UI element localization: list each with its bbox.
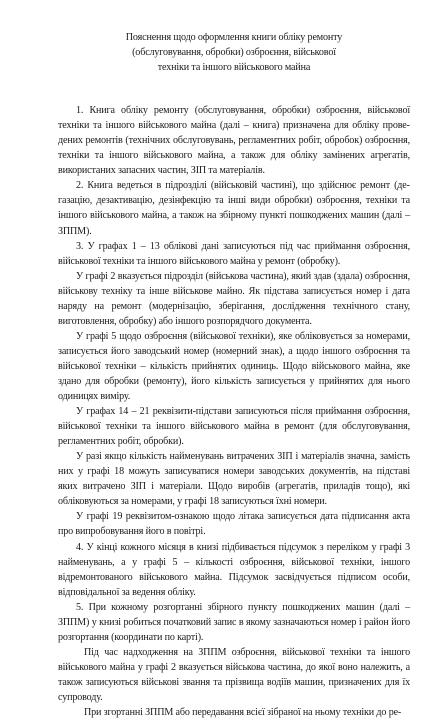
title-line-1: Пояснення щодо оформлення книги обліку ремонту	[125, 32, 343, 43]
title-line-3: техніки та іншого військового майна	[157, 62, 311, 74]
paragraph-zppm-arrival: Під час надходження на ЗППМ озброєння, військової техніки та іншого військового майна у графі 2 вказується військова частина, до якої воно належить, а також записуються військові звання та прізвища водіїв машин, призначених для їх супроводу.	[58, 646, 410, 703]
document-title	[58, 30, 410, 75]
paragraph-3: 3. У графах 1 – 13 облікові дані записуються під час приймання озброєння, військової техніки та іншого військового майна у ремонт (обробку).	[58, 240, 410, 267]
paragraph-column-2: У графі 2 вказується підрозділ (військова частина), який здав (здала) озброєння, військову техніку та інше військове майно. Як підстава записується номер і дата наряду на ремонт (модернізацію, зберігання, дослідження технічного стану, виготовлення, обробку) або іншого розпорядчого документа.	[58, 270, 410, 327]
paragraph-zppm-folding: При згортанні ЗППМ або передавання всієї зібраної на ньому техніки до ре-	[84, 707, 402, 719]
paragraph-4: 4. У кінці кожного місяця в книзі підбивається підсумок з переліком у графі 3 найменувань, а у графі 5 – кількості озброєння, військової техніки, іншого відремонтованого військового майна. Підсумок засвідчується підписом особи, відповідальної за ведення обліку.	[58, 541, 410, 598]
paragraph-column-19: У графі 19 реквізитом-ознакою щодо літака записується дата підписання акта про випробовування його в повітрі.	[58, 511, 410, 538]
title-line-2: (обслуговування, обробки) озброєння, військової	[132, 47, 336, 59]
paragraph-column-18: У разі якщо кількість найменувань витрачених ЗІП і матеріалів значна, замість них у графі 18 можуть записуватися номери заводських документів, на підставі яких витрачено ЗІП і матеріали. Щодо виробів (агрегатів, приладів тощо), які обліковуються за номерами, у графі 18 записуються їхні номери.	[58, 451, 410, 508]
paragraph-column-5: У графі 5 щодо озброєння (військової техніки), яке обліковується за номерами, записується його заводський номер (номерний знак), а щодо іншого озброєння та військової техніки – кількість прийнятих одиниць. Щодо військового майна, яке здано для обробки (ремонту), його кількість записується у прийнятих для нього одиницях виміру.	[58, 330, 410, 403]
paragraph-columns-14-21: У графах 14 – 21 реквізити-підстави записуються після приймання озброєння, військової техніки та іншого військового майна в ремонт (для обслуговування, регламентних робіт, обробки).	[58, 406, 410, 448]
paragraph-2: 2. Книга ведеться в підрозділі (військовій частині), що здійснює ремонт (дегазацію, дезактивацію, дезінфекцію та інші види обробки) озброєння, техніки та іншого військового майна, а також на збірному пункті пошкоджених машин (далі – ЗППМ).	[58, 180, 410, 237]
paragraph-1: 1. Книга обліку ремонту (обслуговування, обробки) озброєння, військової техніки та іншого військового майна (далі – книга) призначена для обліку проведених ремонтів (технічних обслуговувань, регламентних робіт, обробок) озброєння, техніки та іншого військового майна, а також для обліку замінених агрегатів, використаних запасних частин, ЗІП та матеріалів.	[58, 105, 410, 177]
paragraph-5: 5. При кожному розгортанні збірного пункту пошкоджених машин (далі – ЗППМ) у книзі робиться початковий запис в якому зазначаються номер і район його розгортання (координати по карті).	[58, 601, 410, 643]
document-page	[58, 30, 410, 720]
